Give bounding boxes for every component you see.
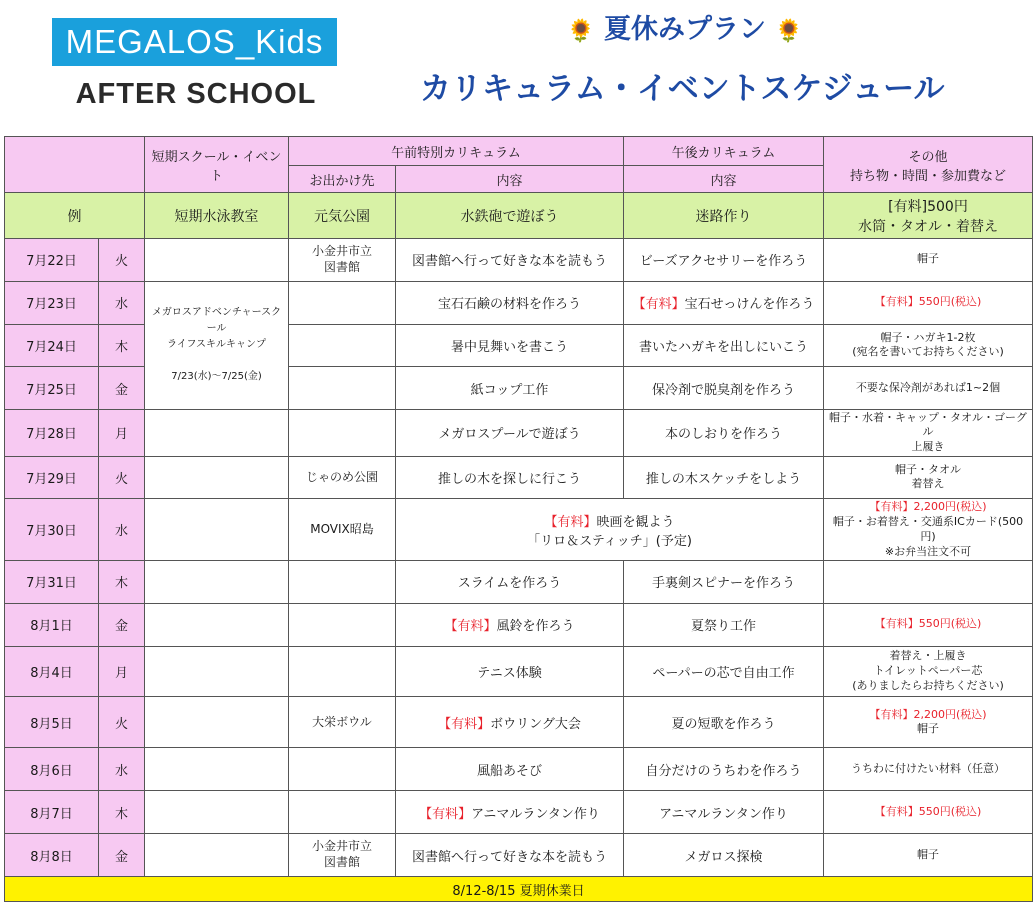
other-line: 【有料】550円(税込) xyxy=(874,295,982,309)
weekday-cell: 金 xyxy=(99,603,145,646)
pm-content-cell: 推しの木スケッチをしよう xyxy=(624,456,824,499)
other-line: 帽子・お着替え・交通系ICカード(500円) xyxy=(832,514,1024,543)
destination-cell xyxy=(289,410,396,456)
megalos-kids-logo: MEGALOS_Kids xyxy=(52,18,337,66)
am-content-text: アニマルランタン作り xyxy=(471,806,600,822)
destination-cell xyxy=(289,499,396,561)
other-line: 帽子 xyxy=(917,252,939,266)
other-line: 帽子・ハガキ1-2枚 xyxy=(880,330,976,344)
other-cell xyxy=(824,410,1033,456)
pm-content-cell: 自分だけのうちわを作ろう xyxy=(624,748,824,791)
schedule-rows xyxy=(5,239,1033,877)
other-cell xyxy=(824,499,1033,561)
pm-content-text: 宝石せっけんを作ろう xyxy=(684,297,815,313)
destination-cell xyxy=(289,239,396,282)
table-row xyxy=(5,646,1033,697)
am-content-cell xyxy=(396,697,624,748)
destination-cell xyxy=(289,834,396,877)
table-row xyxy=(5,560,1033,603)
weekday-cell: 金 xyxy=(99,367,145,410)
am-content-cell: 宝石石鹸の材料を作ろう xyxy=(396,281,624,324)
event-cell xyxy=(145,410,289,456)
other-cell xyxy=(824,456,1033,499)
destination-line: 小金井市立 xyxy=(311,244,372,259)
other-line: (宛名を書いてお持ちください) xyxy=(852,345,1004,359)
destination-cell xyxy=(289,367,396,410)
event-cell xyxy=(145,603,289,646)
date-cell: 8月1日 xyxy=(5,603,99,646)
am-content-cell: 暑中見舞いを書こう xyxy=(396,324,624,367)
destination-line: 図書館 xyxy=(323,259,360,274)
weekday-cell: 月 xyxy=(99,410,145,456)
other-cell xyxy=(824,560,1033,603)
date-cell: 8月4日 xyxy=(5,646,99,697)
am-content-cell: 推しの木を探しに行こう xyxy=(396,456,624,499)
event-cell xyxy=(145,646,289,697)
destination-line: 図書館 xyxy=(323,855,360,869)
schedule-title: カリキュラム・イベントスケジュール xyxy=(420,71,945,107)
paid-tag: 【有料】 xyxy=(419,806,472,822)
other-cell xyxy=(824,239,1033,282)
header-other-line1: その他 xyxy=(908,149,948,165)
destination-cell xyxy=(289,456,396,499)
table-row xyxy=(5,834,1033,877)
weekday-cell: 水 xyxy=(99,281,145,324)
other-line: 【有料】2,200円(税込) xyxy=(869,499,987,513)
weekday-cell: 木 xyxy=(99,791,145,834)
weekday-cell: 金 xyxy=(99,834,145,877)
paid-tag: 【有料】 xyxy=(544,514,597,530)
example-row xyxy=(5,193,1033,239)
camp-event-box xyxy=(145,281,289,409)
table-row xyxy=(5,499,1033,561)
date-cell: 8月6日 xyxy=(5,748,99,791)
plan-title xyxy=(545,10,825,50)
camp-event-gap xyxy=(148,353,285,369)
example-dest: 元気公園 xyxy=(289,193,396,239)
example-pm: 迷路作り xyxy=(624,193,824,239)
other-cell xyxy=(824,791,1033,834)
camp-event-line2: ライフスキルキャンプ xyxy=(167,339,266,351)
schedule-table xyxy=(4,136,1033,902)
date-cell: 8月8日 xyxy=(5,834,99,877)
header-am-curriculum: 午前特別カリキュラム xyxy=(289,137,624,166)
date-cell: 7月29日 xyxy=(5,456,99,499)
destination-line: MOVIX昭島 xyxy=(310,521,374,536)
weekday-cell: 火 xyxy=(99,456,145,499)
pm-content-cell: メガロス探検 xyxy=(624,834,824,877)
other-cell xyxy=(824,324,1033,367)
sunflower-icon: 🌻 xyxy=(567,19,595,44)
table-row xyxy=(5,239,1033,282)
other-line: 帽子・タオル xyxy=(895,462,961,476)
am-pm-merged-cell xyxy=(396,499,824,561)
other-line: ※お弁当注文不可 xyxy=(884,544,972,558)
date-cell: 7月31日 xyxy=(5,560,99,603)
other-line: トイレットペーパー芯 xyxy=(873,664,983,678)
date-cell: 8月5日 xyxy=(5,697,99,748)
example-am: 水鉄砲で遊ぼう xyxy=(396,193,624,239)
destination-cell xyxy=(289,748,396,791)
destination-cell xyxy=(289,646,396,697)
destination-line: 大栄ボウル xyxy=(312,714,372,729)
weekday-cell: 木 xyxy=(99,324,145,367)
weekday-cell: 月 xyxy=(99,646,145,697)
date-cell: 7月28日 xyxy=(5,410,99,456)
am-content-cell xyxy=(396,791,624,834)
other-cell xyxy=(824,697,1033,748)
example-event: 短期水泳教室 xyxy=(145,193,289,239)
pm-content-cell: 手裏剣スピナーを作ろう xyxy=(624,560,824,603)
other-line: 【有料】2,200円(税込) xyxy=(869,707,987,721)
event-cell xyxy=(145,834,289,877)
event-cell xyxy=(145,456,289,499)
other-line: 上履き xyxy=(911,440,945,454)
example-label: 例 xyxy=(5,193,145,239)
other-cell xyxy=(824,834,1033,877)
other-line: (ありましたらお持ちください) xyxy=(852,678,1004,692)
other-cell xyxy=(824,646,1033,697)
event-cell xyxy=(145,560,289,603)
other-line: 【有料】550円(税込) xyxy=(874,617,982,631)
example-other-line2: 水筒・タオル・着替え xyxy=(858,218,998,235)
header-am-content: 内容 xyxy=(396,166,624,193)
date-cell: 7月30日 xyxy=(5,499,99,561)
weekday-cell: 木 xyxy=(99,560,145,603)
other-line: うちわに付けたい材料（任意） xyxy=(851,761,1005,775)
table-row xyxy=(5,410,1033,456)
destination-cell xyxy=(289,281,396,324)
pm-content-cell: 夏の短歌を作ろう xyxy=(624,697,824,748)
header-pm-curriculum: 午後カリキュラム xyxy=(624,137,824,166)
other-line: 帽子・水着・キャップ・タオル・ゴーグル xyxy=(829,410,1027,439)
header-other-line2: 持ち物・時間・参加費など xyxy=(849,168,1006,184)
merged-line1-text: 映画を観よう xyxy=(596,514,675,530)
paid-tag: 【有料】 xyxy=(438,716,491,732)
event-cell xyxy=(145,697,289,748)
table-row xyxy=(5,697,1033,748)
destination-cell xyxy=(289,791,396,834)
destination-line: じゃのめ公園 xyxy=(305,469,378,484)
am-content-cell xyxy=(396,603,624,646)
pm-content-cell: 本のしおりを作ろう xyxy=(624,410,824,456)
other-line: 帽子 xyxy=(917,847,939,861)
plan-title-text: 夏休みプラン xyxy=(604,14,766,45)
date-cell: 7月22日 xyxy=(5,239,99,282)
am-content-cell: 風船あそび xyxy=(396,748,624,791)
other-line: 着替え・上履き xyxy=(889,649,967,663)
merged-line1 xyxy=(399,511,820,530)
weekday-cell: 火 xyxy=(99,239,145,282)
am-content-cell: メガロスプールで遊ぼう xyxy=(396,410,624,456)
other-line: 着替え xyxy=(911,477,945,491)
date-cell: 7月24日 xyxy=(5,324,99,367)
table-row xyxy=(5,791,1033,834)
am-content-cell: スライムを作ろう xyxy=(396,560,624,603)
destination-cell xyxy=(289,560,396,603)
pm-content-cell: ペーパーの芯で自由工作 xyxy=(624,646,824,697)
pm-content-cell xyxy=(624,281,824,324)
paid-tag: 【有料】 xyxy=(444,619,497,635)
after-school-logo: AFTER SCHOOL xyxy=(75,78,317,110)
header-other xyxy=(824,137,1033,193)
header-pm-content: 内容 xyxy=(624,166,824,193)
other-cell xyxy=(824,603,1033,646)
table-row xyxy=(5,603,1033,646)
camp-event-line1: メガロスアドベンチャースクール xyxy=(151,307,282,335)
other-line: 帽子 xyxy=(917,722,939,736)
holiday-row xyxy=(5,877,1033,902)
example-other-line1: [有料]500円 xyxy=(888,198,968,215)
table-row xyxy=(5,748,1033,791)
table-row xyxy=(5,281,1033,324)
date-cell: 7月23日 xyxy=(5,281,99,324)
weekday-cell: 水 xyxy=(99,499,145,561)
weekday-cell: 火 xyxy=(99,697,145,748)
pm-content-cell: 書いたハガキを出しにいこう xyxy=(624,324,824,367)
header-short-school: 短期スクール・イベント xyxy=(145,137,289,193)
other-cell xyxy=(824,367,1033,410)
event-cell xyxy=(145,748,289,791)
other-cell xyxy=(824,748,1033,791)
event-cell xyxy=(145,239,289,282)
destination-cell xyxy=(289,603,396,646)
destination-line: 小金井市立 xyxy=(311,839,372,854)
am-content-cell: テニス体験 xyxy=(396,646,624,697)
am-content-cell: 図書館へ行って好きな本を読もう xyxy=(396,834,624,877)
event-cell xyxy=(145,791,289,834)
am-content-cell: 図書館へ行って好きな本を読もう xyxy=(396,239,624,282)
other-line: 不要な保冷剤があれば1~2個 xyxy=(855,380,1001,394)
other-line: 【有料】550円(税込) xyxy=(874,804,982,818)
destination-cell xyxy=(289,697,396,748)
date-cell: 8月7日 xyxy=(5,791,99,834)
event-cell xyxy=(145,499,289,561)
merged-line2: 「リロ＆スティッチ」(予定) xyxy=(527,533,692,549)
camp-event-dates: 7/23(水)〜7/25(金) xyxy=(171,371,262,383)
header-corner xyxy=(5,137,145,193)
other-cell xyxy=(824,281,1033,324)
holiday-banner: 8/12-8/15 夏期休業日 xyxy=(5,877,1033,902)
table-row xyxy=(5,456,1033,499)
am-content-text: 風鈴を作ろう xyxy=(496,619,575,635)
weekday-cell: 水 xyxy=(99,748,145,791)
date-cell: 7月25日 xyxy=(5,367,99,410)
pm-content-cell: ビーズアクセサリーを作ろう xyxy=(624,239,824,282)
pm-content-cell: 夏祭り工作 xyxy=(624,603,824,646)
am-content-cell: 紙コップ工作 xyxy=(396,367,624,410)
destination-cell xyxy=(289,324,396,367)
pm-content-cell: アニマルランタン作り xyxy=(624,791,824,834)
example-other xyxy=(824,193,1033,239)
header-destination: お出かけ先 xyxy=(289,166,396,193)
paid-tag: 【有料】 xyxy=(632,297,685,313)
sunflower-icon: 🌻 xyxy=(775,19,803,44)
page-header xyxy=(0,0,1034,134)
am-content-text: ボウリング大会 xyxy=(490,716,581,732)
pm-content-cell: 保冷剤で脱臭剤を作ろう xyxy=(624,367,824,410)
